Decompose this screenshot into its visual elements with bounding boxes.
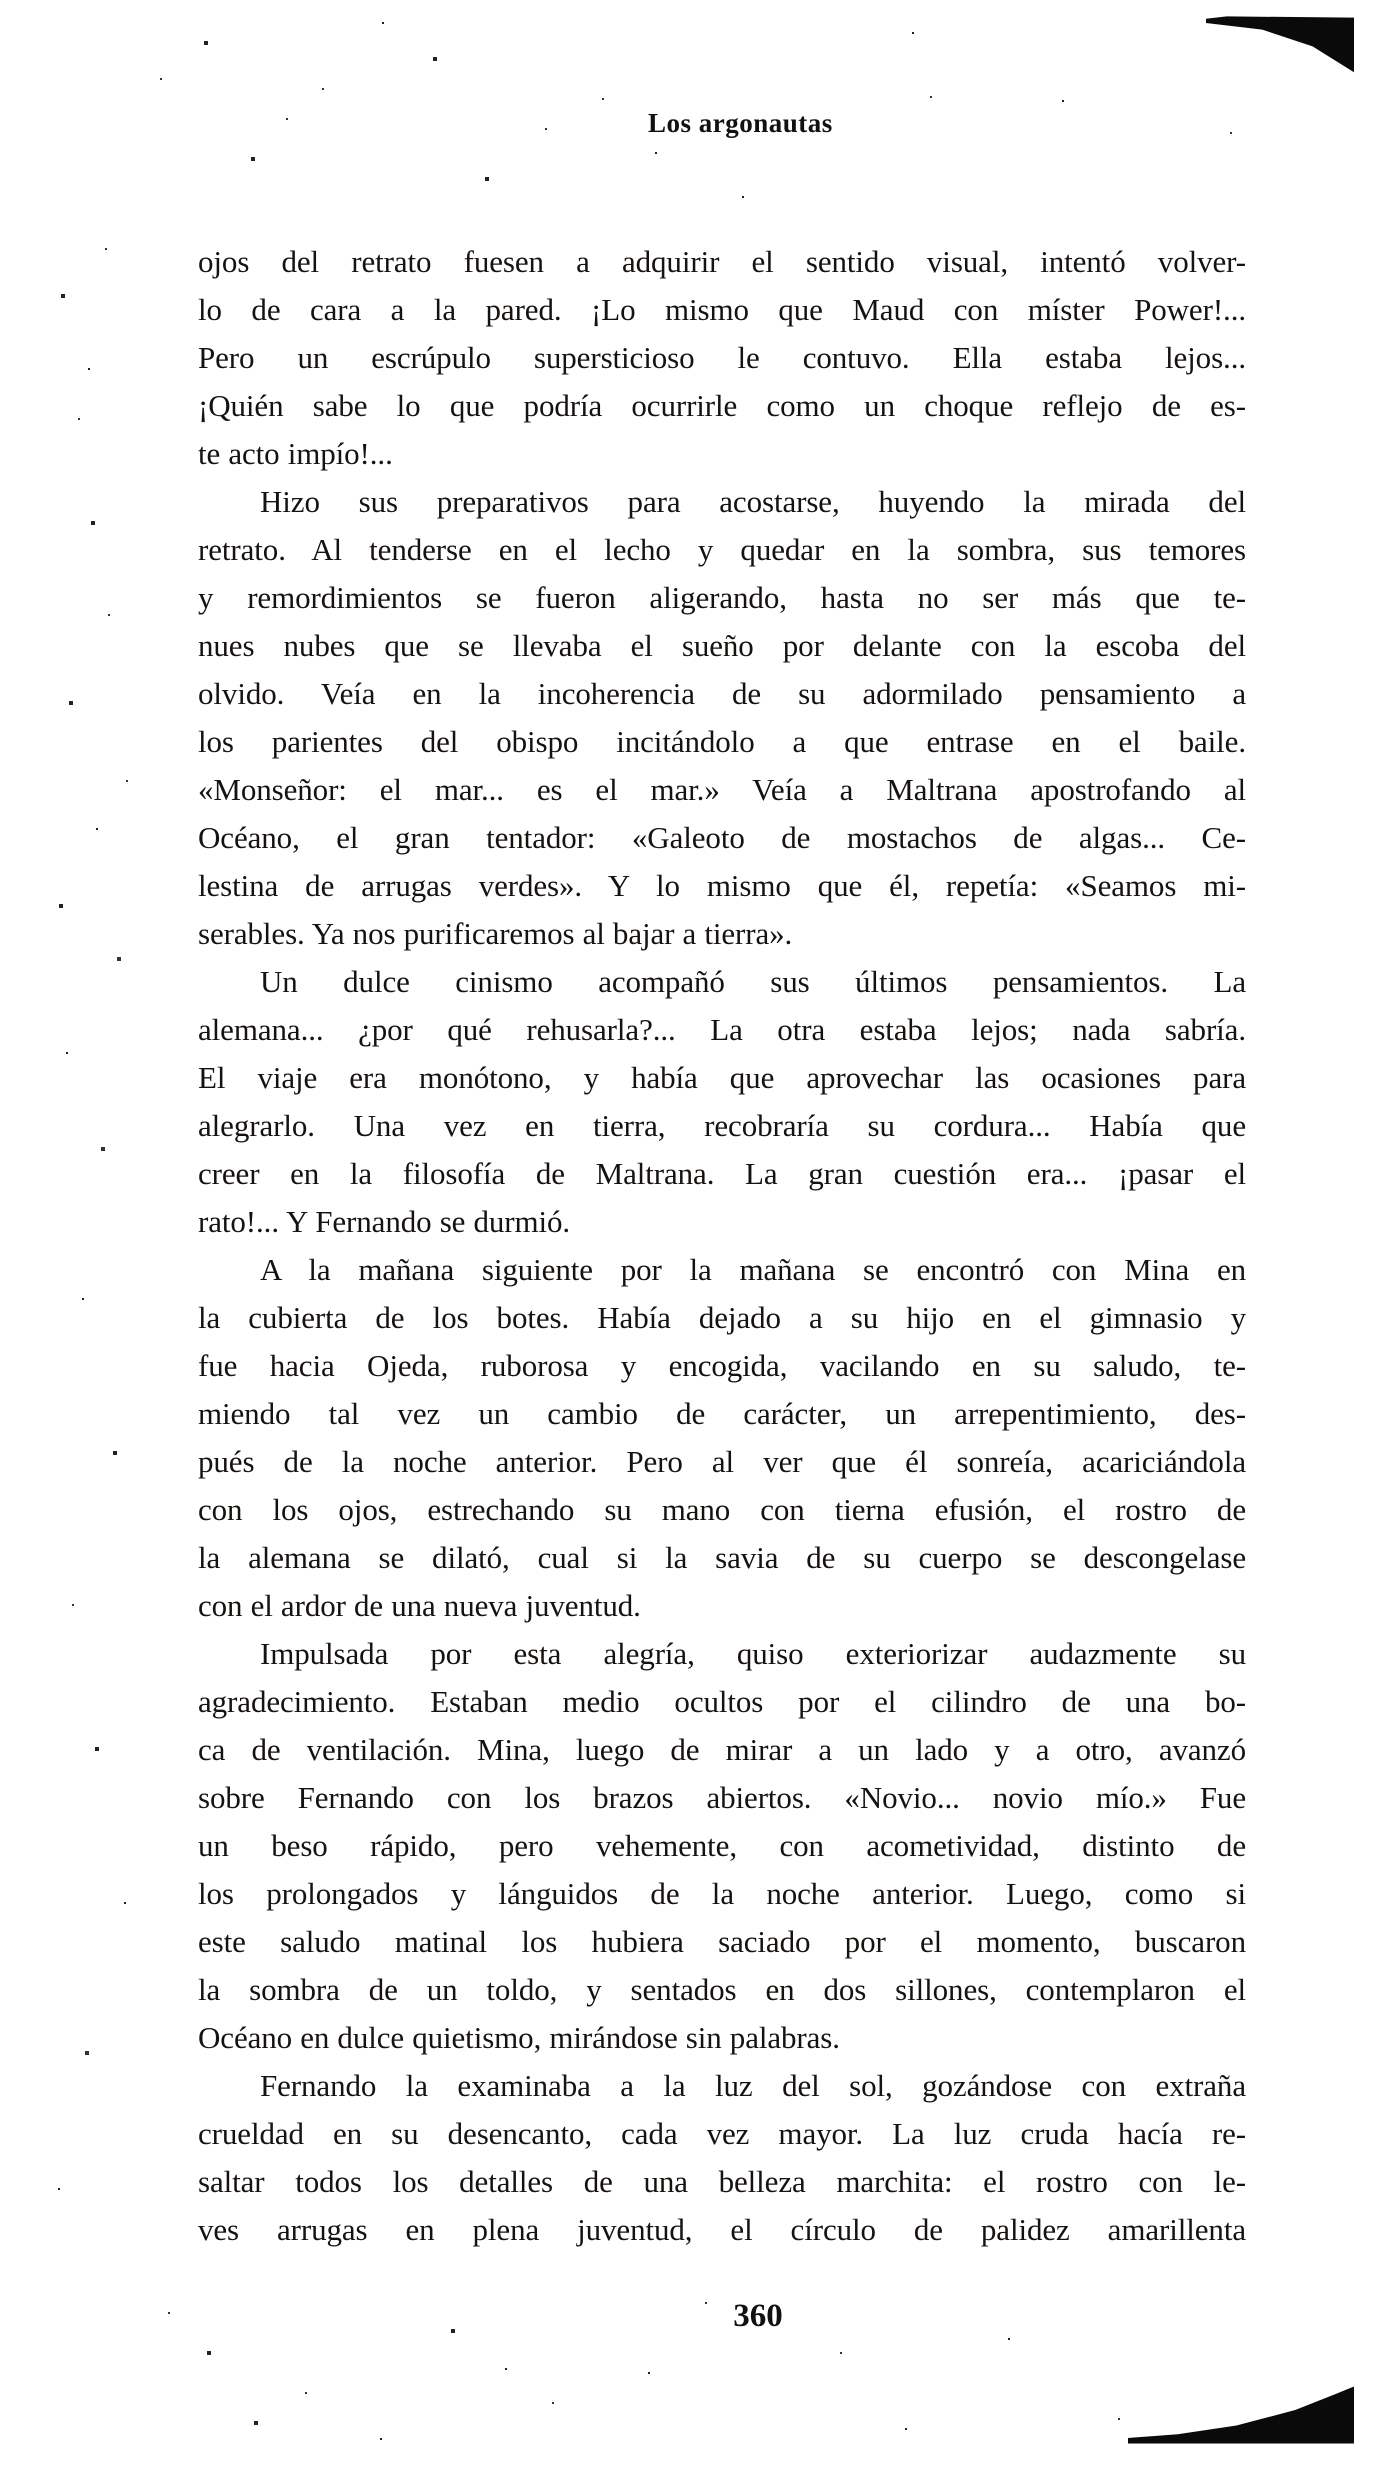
text-line: saltar todos los detalles de una belleza marchita: el rostro con le- xyxy=(198,2164,1246,2199)
scan-corner-artifact-top-right xyxy=(1206,14,1354,74)
text-line: nues nubes que se llevaba el sueño por delante con la escoba del xyxy=(198,628,1246,663)
text-line: la cubierta de los botes. Había dejado a su hijo en el gimnasio y xyxy=(198,1300,1246,1335)
running-title: Los argonautas xyxy=(648,108,833,138)
text-line: serables. Ya nos purificaremos al bajar a tierra». xyxy=(198,916,793,951)
text-line: Pero un escrúpulo supersticioso le contuvo. Ella estaba lejos... xyxy=(198,340,1246,375)
text-block xyxy=(198,238,1246,2254)
text-line: la alemana se dilató, cual si la savia de su cuerpo se descongelase xyxy=(198,1540,1246,1575)
text-line: Océano, el gran tentador: «Galeoto de mostachos de algas... Ce- xyxy=(198,820,1246,855)
text-line: alemana... ¿por qué rehusarla?... La otra estaba lejos; nada sabría. xyxy=(198,1012,1246,1047)
text-line: los parientes del obispo incitándolo a que entrase en el baile. xyxy=(198,724,1246,759)
text-line: ¡Quién sabe lo que podría ocurrirle como un choque reflejo de es- xyxy=(198,388,1246,423)
text-line: la sombra de un toldo, y sentados en dos sillones, contemplaron el xyxy=(198,1972,1246,2007)
text-line: agradecimiento. Estaban medio ocultos por el cilindro de una bo- xyxy=(198,1684,1246,1719)
text-line: ves arrugas en plena juventud, el círculo de palidez amarillenta xyxy=(198,2212,1246,2247)
text-line: retrato. Al tenderse en el lecho y quedar en la sombra, sus temores xyxy=(198,532,1246,567)
text-line: y remordimientos se fueron aligerando, hasta no ser más que te- xyxy=(198,580,1246,615)
text-line: te acto impío!... xyxy=(198,436,393,471)
text-line: fue hacia Ojeda, ruborosa y encogida, vacilando en su saludo, te- xyxy=(198,1348,1246,1383)
text-line: A la mañana siguiente por la mañana se encontró con Mina en xyxy=(260,1252,1246,1287)
text-line: miendo tal vez un cambio de carácter, un arrepentimiento, des- xyxy=(198,1396,1246,1431)
text-line: Fernando la examinaba a la luz del sol, gozándose con extraña xyxy=(260,2068,1246,2103)
scan-corner-artifact-bottom-right xyxy=(1128,2384,1354,2446)
text-line: los prolongados y lánguidos de la noche anterior. Luego, como si xyxy=(198,1876,1246,1911)
text-line: lestina de arrugas verdes». Y lo mismo que él, repetía: «Seamos mi- xyxy=(198,868,1246,903)
text-line: Hizo sus preparativos para acostarse, huyendo la mirada del xyxy=(260,484,1246,519)
text-line: «Monseñor: el mar... es el mar.» Veía a Maltrana apostrofando al xyxy=(198,772,1246,807)
text-line: un beso rápido, pero vehemente, con acometividad, distinto de xyxy=(198,1828,1246,1863)
text-line: lo de cara a la pared. ¡Lo mismo que Maud con míster Power!... xyxy=(198,292,1246,327)
text-line: olvido. Veía en la incoherencia de su adormilado pensamiento a xyxy=(198,676,1246,711)
text-line: alegrarlo. Una vez en tierra, recobraría su cordura... Había que xyxy=(198,1108,1246,1143)
text-line: creer en la filosofía de Maltrana. La gran cuestión era... ¡pasar el xyxy=(198,1156,1246,1191)
text-line: crueldad en su desencanto, cada vez mayor. La luz cruda hacía re- xyxy=(198,2116,1246,2151)
scan-noise-bottom xyxy=(0,0,2,2)
text-line: Océano en dulce quietismo, mirándose sin palabras. xyxy=(198,2020,840,2055)
text-line: con los ojos, estrechando su mano con tierna efusión, el rostro de xyxy=(198,1492,1246,1527)
text-line: Un dulce cinismo acompañó sus últimos pensamientos. La xyxy=(260,964,1246,999)
text-line: con el ardor de una nueva juventud. xyxy=(198,1588,641,1623)
text-line: ojos del retrato fuesen a adquirir el sentido visual, intentó volver- xyxy=(198,244,1246,279)
text-line: sobre Fernando con los brazos abiertos. «Novio... novio mío.» Fue xyxy=(198,1780,1246,1815)
text-line: rato!... Y Fernando se durmió. xyxy=(198,1204,571,1239)
text-line: este saludo matinal los hubiera saciado por el momento, buscaron xyxy=(198,1924,1246,1959)
page-number: 360 xyxy=(733,2298,783,2334)
text-line: ca de ventilación. Mina, luego de mirar a un lado y a otro, avanzó xyxy=(198,1732,1246,1767)
text-line: Impulsada por esta alegría, quiso exteriorizar audazmente su xyxy=(260,1636,1246,1671)
text-line: El viaje era monótono, y había que aprovechar las ocasiones para xyxy=(198,1060,1246,1095)
text-line: pués de la noche anterior. Pero al ver que él sonreía, acariciándola xyxy=(198,1444,1246,1479)
